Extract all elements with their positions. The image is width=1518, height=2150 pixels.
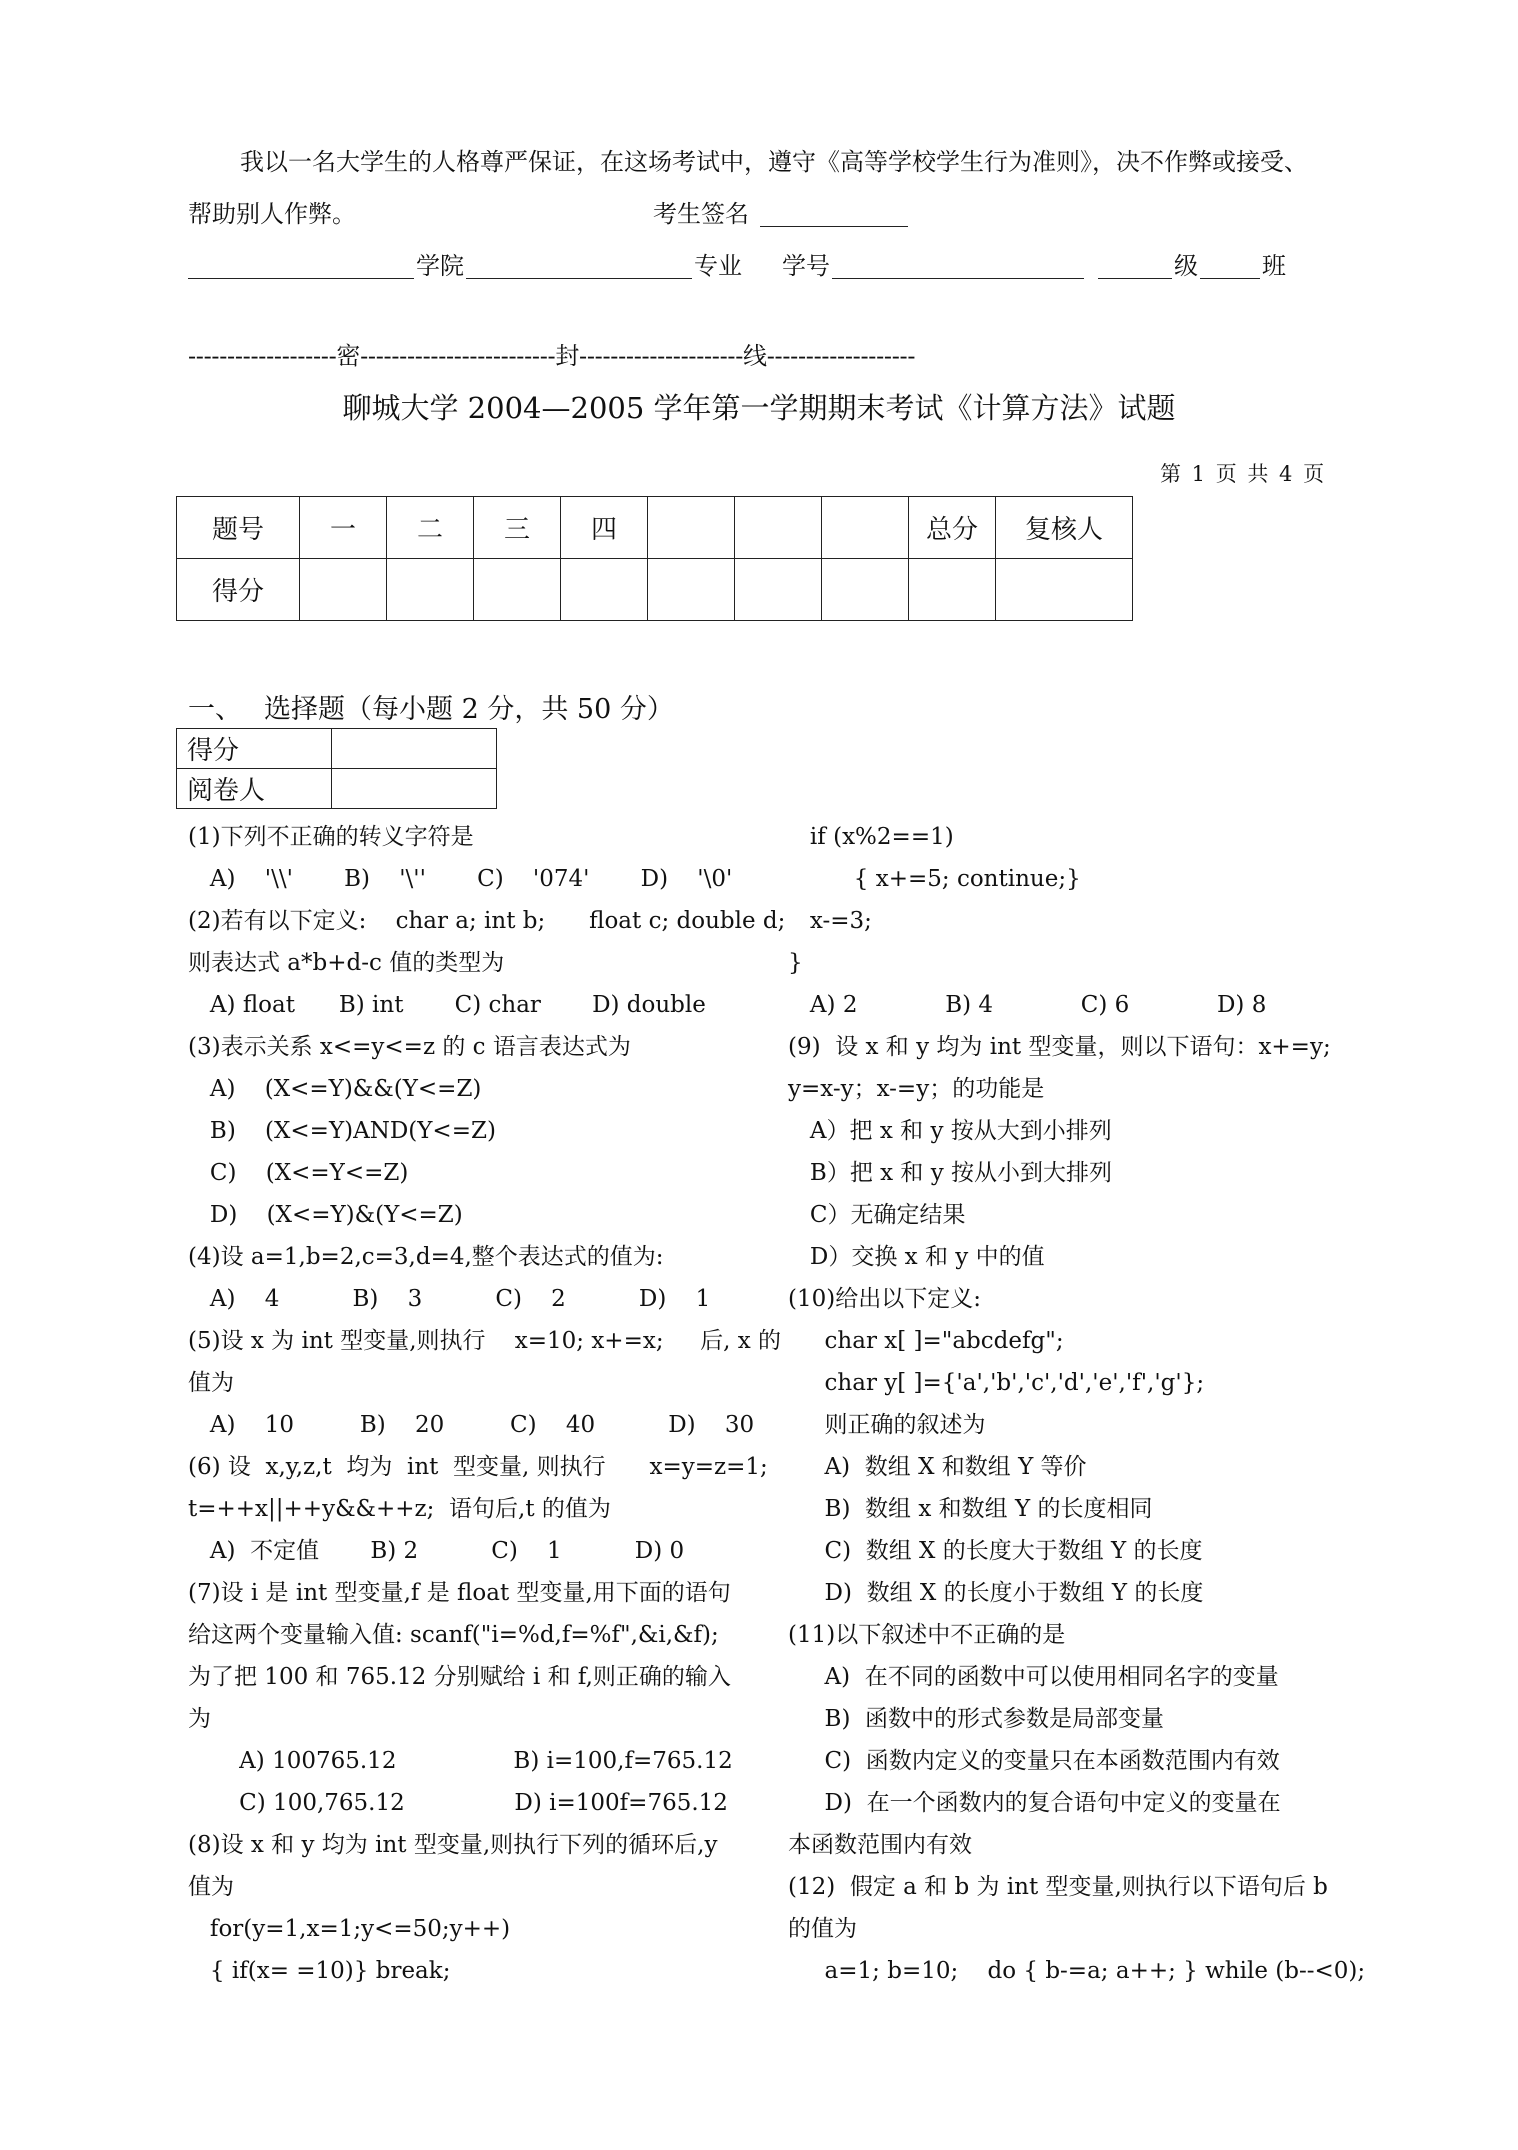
pledge-line-1: 我以一名大学生的人格尊严保证，在这场考试中，遵守《高等学校学生行为准则》，决不作弊或接受、: [240, 148, 1308, 176]
question-line: y=x-y；x-=y；的功能是: [788, 1076, 1045, 1102]
question-line: 给这两个变量输入值: scanf("i=%d,f=%f",&i,&f);: [188, 1622, 719, 1648]
major-label: 专业: [694, 252, 742, 280]
question-line: (5)设 x 为 int 型变量,则执行 x=10; x+=x; 后, x 的: [188, 1328, 782, 1354]
score-input-cell[interactable]: [387, 559, 474, 621]
score-input-cell[interactable]: [300, 559, 387, 621]
score-header-cell: [648, 497, 735, 559]
signature-label: 考生签名: [653, 200, 749, 228]
seal-dashes-a: -------------------: [188, 342, 337, 370]
score-input-cell[interactable]: [996, 559, 1133, 621]
grader-table: [176, 728, 497, 809]
question-line: char x[ ]="abcdefg";: [788, 1328, 1064, 1354]
question-line: (11)以下叙述中不正确的是: [788, 1622, 1066, 1648]
grader-input[interactable]: [332, 769, 497, 809]
score-header-cell: [735, 497, 822, 559]
question-line: (2)若有以下定义: char a; int b; float c; double d;: [188, 908, 786, 934]
grader-label: 得分: [177, 729, 332, 769]
question-line: 为: [188, 1706, 211, 1732]
class-field[interactable]: [1200, 278, 1260, 279]
question-line: B) 数组 x 和数组 Y 的长度相同: [788, 1496, 1153, 1522]
question-line: 为了把 100 和 765.12 分别赋给 i 和 f,则正确的输入: [188, 1664, 731, 1690]
seal-char-xian: 线: [743, 342, 767, 370]
question-line: t=++x||++y&&++z; 语句后,t 的值为: [188, 1496, 611, 1522]
question-line: A) 2 B) 4 C) 6 D) 8: [788, 992, 1267, 1018]
question-line: C) (X<=Y<=Z): [188, 1160, 409, 1186]
major-field[interactable]: [466, 278, 692, 279]
college-field[interactable]: [188, 278, 414, 279]
question-line: B) (X<=Y)AND(Y<=Z): [188, 1118, 496, 1144]
section1-number: 一、: [188, 694, 242, 725]
question-line: 值为: [188, 1874, 234, 1900]
score-header-cell: 总分: [909, 497, 996, 559]
question-line: B）把 x 和 y 按从小到大排列: [788, 1160, 1113, 1186]
pledge-line-2: 帮助别人作弊。: [188, 200, 356, 228]
question-line: 值为: [188, 1370, 234, 1396]
exam-title: 聊城大学 2004—2005 学年第一学期期末考试《计算方法》试题: [342, 391, 1176, 425]
class-label: 班: [1262, 252, 1286, 280]
question-line: C) 100,765.12 D) i=100f=765.12: [188, 1790, 728, 1816]
question-line: C) 函数内定义的变量只在本函数范围内有效: [788, 1748, 1280, 1774]
college-label: 学院: [416, 252, 464, 280]
question-line: A) 数组 X 和数组 Y 等价: [788, 1454, 1087, 1480]
question-line: C）无确定结果: [788, 1202, 966, 1228]
score-input-cell[interactable]: [648, 559, 735, 621]
score-header-cell: 一: [300, 497, 387, 559]
question-line: { if(x= =10)} break;: [188, 1958, 451, 1984]
seal-dashes-b: -------------------------: [360, 342, 556, 370]
section1-heading: 选择题（每小题 2 分，共 50 分）: [264, 694, 674, 725]
score-input-cell[interactable]: [735, 559, 822, 621]
seal-char-mi: 密: [336, 342, 361, 370]
score-input-cell[interactable]: [474, 559, 561, 621]
question-line: }: [788, 950, 803, 976]
signature-field[interactable]: [760, 226, 908, 227]
question-line: D) 数组 X 的长度小于数组 Y 的长度: [788, 1580, 1204, 1606]
student-id-label: 学号: [782, 252, 830, 280]
page-info: 第 1 页 共 4 页: [1160, 462, 1327, 486]
score-header-cell: 四: [561, 497, 648, 559]
question-line: D）交换 x 和 y 中的值: [788, 1244, 1045, 1270]
question-line: 则正确的叙述为: [788, 1412, 986, 1438]
question-line: B) 函数中的形式参数是局部变量: [788, 1706, 1165, 1732]
grade-field[interactable]: [1098, 278, 1172, 279]
grader-input[interactable]: [332, 729, 497, 769]
question-line: A) float B) int C) char D) double: [188, 992, 706, 1018]
score-header-cell: 题号: [177, 497, 300, 559]
grade-label: 级: [1174, 252, 1198, 280]
question-line: A）把 x 和 y 按从大到小排列: [788, 1118, 1112, 1144]
question-line: (4)设 a=1,b=2,c=3,d=4,整个表达式的值为:: [188, 1244, 664, 1270]
question-line: (7)设 i 是 int 型变量,f 是 float 型变量,用下面的语句: [188, 1580, 731, 1606]
question-line: (12) 假定 a 和 b 为 int 型变量,则执行以下语句后 b: [788, 1874, 1328, 1900]
question-line: { x+=5; continue;}: [788, 866, 1081, 892]
question-line: D) 在一个函数内的复合语句中定义的变量在: [788, 1790, 1281, 1816]
student-id-field[interactable]: [832, 278, 1084, 279]
question-line: a=1; b=10; do { b-=a; a++; } while (b--<0);: [788, 1958, 1366, 1984]
score-table-header-row: [177, 497, 1133, 559]
question-line: (3)表示关系 x<=y<=z 的 c 语言表达式为: [188, 1034, 631, 1060]
score-table-score-row: [177, 559, 1133, 621]
score-header-cell: 二: [387, 497, 474, 559]
question-line: (9) 设 x 和 y 均为 int 型变量，则以下语句：x+=y;: [788, 1034, 1331, 1060]
question-line: for(y=1,x=1;y<=50;y++): [188, 1916, 511, 1942]
question-line: if (x%2==1): [788, 824, 954, 850]
question-line: A) 10 B) 20 C) 40 D) 30: [188, 1412, 755, 1438]
score-input-cell[interactable]: [822, 559, 909, 621]
seal-line: [188, 320, 915, 368]
score-row-label: 得分: [177, 559, 300, 621]
question-line: 本函数范围内有效: [788, 1832, 972, 1858]
question-line: (10)给出以下定义:: [788, 1286, 981, 1312]
question-line: A) '\\' B) '\'' C) '074' D) '\0': [188, 866, 733, 892]
question-line: A) (X<=Y)&&(Y<=Z): [188, 1076, 482, 1102]
question-line: A) 在不同的函数中可以使用相同名字的变量: [788, 1664, 1279, 1690]
seal-dashes-c: ---------------------: [579, 342, 744, 370]
question-line: 则表达式 a*b+d-c 值的类型为: [188, 950, 505, 976]
question-line: D) (X<=Y)&(Y<=Z): [188, 1202, 463, 1228]
question-line: A) 100765.12 B) i=100,f=765.12: [188, 1748, 733, 1774]
grader-label: 阅卷人: [177, 769, 332, 809]
question-line: (6) 设 x,y,z,t 均为 int 型变量, 则执行 x=y=z=1;: [188, 1454, 768, 1480]
score-input-cell[interactable]: [561, 559, 648, 621]
score-header-cell: 复核人: [996, 497, 1133, 559]
question-line: 的值为: [788, 1916, 857, 1942]
question-line: C) 数组 X 的长度大于数组 Y 的长度: [788, 1538, 1203, 1564]
question-line: A) 4 B) 3 C) 2 D) 1: [188, 1286, 711, 1312]
question-line: (8)设 x 和 y 均为 int 型变量,则执行下列的循环后,y: [188, 1832, 718, 1858]
question-line: (1)下列不正确的转义字符是: [188, 824, 474, 850]
question-line: A) 不定值 B) 2 C) 1 D) 0: [188, 1538, 685, 1564]
seal-dashes-d: -------------------: [766, 342, 916, 370]
question-line: char y[ ]={'a','b','c','d','e','f','g'};: [788, 1370, 1205, 1396]
question-line: x-=3;: [788, 908, 872, 934]
score-header-cell: [822, 497, 909, 559]
seal-char-feng: 封: [555, 342, 580, 370]
score-table: [176, 496, 1133, 621]
score-header-cell: 三: [474, 497, 561, 559]
score-input-cell[interactable]: [909, 559, 996, 621]
